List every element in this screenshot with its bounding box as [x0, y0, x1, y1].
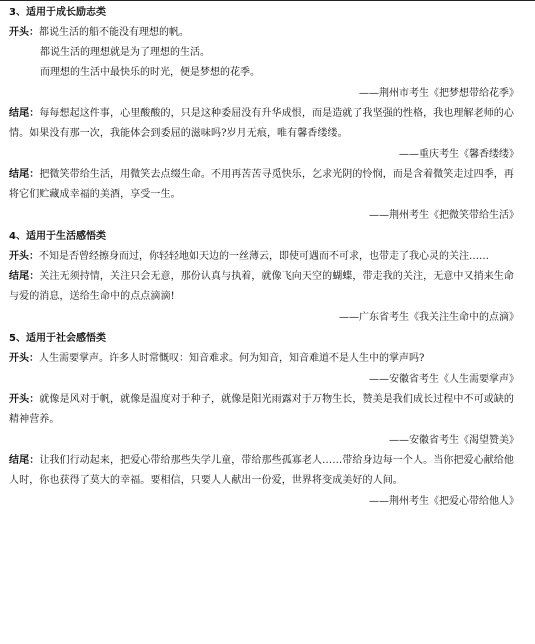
ending-paragraph [9, 267, 523, 307]
ending-paragraph [9, 451, 523, 491]
source-attribution: ——荆州市考生《把梦想带给花季》 [359, 88, 519, 99]
source-attribution: ——安徽省考生《人生需要掌声》 [369, 374, 519, 385]
source-attribution: ——安徽省考生《渴望赞美》 [389, 435, 519, 446]
paragraph-label: 开头： [9, 394, 40, 405]
paragraph-text: 把微笑带给生活，用微笑去点缀生命。不用再苦苦寻觅快乐，乞求光阴的怜悯，而是含着微笑走过四季，再将它们贮藏成幸福的美酒，享受一生。 [9, 169, 515, 200]
section-5-heading: 5、适用于社会感悟类 [9, 333, 106, 344]
paragraph-text: 人生需要掌声。许多人时常慨叹：知音难求。何为知音，知音难道不是人生中的掌声吗? [39, 353, 425, 364]
section-4-heading: 4、适用于生活感悟类 [9, 231, 106, 242]
paragraph-text: 都说生活的船不能没有理想的帆。 [39, 27, 189, 38]
section-3 [9, 2, 523, 226]
paragraph-text: 不知是否曾经擦身而过，你轻轻地如天边的一丝薄云，即使可遇而不可求，也带走了我心灵的关注…… [39, 251, 489, 262]
paragraph-text: 关注无须持情，关注只会无意，那份认真与执着，就像飞向天空的蝴蝶，带走我的关注，无意中又捎来生命与爱的消息，送给生命中的点点滴滴! [9, 271, 515, 302]
paragraph-label: 开头： [9, 27, 39, 38]
paragraph-label: 结尾： [9, 108, 40, 119]
ending-paragraph [9, 104, 523, 144]
paragraph-label: 开头： [9, 353, 39, 364]
paragraph-text: 每每想起这件事，心里酸酸的，只是这种委屈没有升华成恨，而是造就了我坚强的性格，我也理解老师的心情。如果没有那一次，我能体会到委屈的滋味吗?岁月无痕，唯有馨香缕缕。 [9, 108, 515, 139]
opening-paragraph [9, 247, 523, 267]
source-attribution: ——广东省考生《我关注生命中的点滴》 [339, 312, 519, 323]
paragraph-text: 让我们行动起来，把爱心带给那些失学儿童，带给那些孤寡老人……带给身边每一个人。当你把爱心献给他人时，你也获得了莫大的幸福。要相信，只要人人献出一份爱，世界将变成美好的人间。 [9, 455, 515, 486]
paragraph-text: 而理想的生活中最快乐的时光，便是梦想的花季。 [40, 67, 260, 78]
opening-paragraph [9, 349, 523, 369]
source-attribution: ——重庆考生《馨香缕缕》 [399, 149, 519, 160]
paragraph-label: 结尾： [9, 455, 40, 466]
paragraph-text: 都说生活的理想就是为了理想的生活。 [40, 47, 210, 58]
top-rule [0, 0, 535, 1]
paragraph-label: 结尾： [9, 169, 40, 180]
paragraph-label: 开头： [9, 251, 39, 262]
section-5 [9, 328, 523, 512]
ending-paragraph [9, 165, 523, 205]
source-attribution: ——荆州考生《把爱心带给他人》 [369, 496, 519, 507]
opening-paragraph [9, 23, 523, 43]
source-attribution: ——荆州考生《把微笑带给生活》 [369, 210, 519, 221]
section-3-heading: 3、适用于成长励志类 [9, 7, 106, 18]
paragraph-text: 就像是风对于帆，就像是温度对于种子，就像是阳光雨露对于万物生长，赞美是我们成长过程中不可或缺的精神营养。 [9, 394, 515, 425]
opening-paragraph [9, 390, 523, 430]
section-4 [9, 226, 523, 328]
paragraph-label: 结尾： [9, 271, 40, 282]
